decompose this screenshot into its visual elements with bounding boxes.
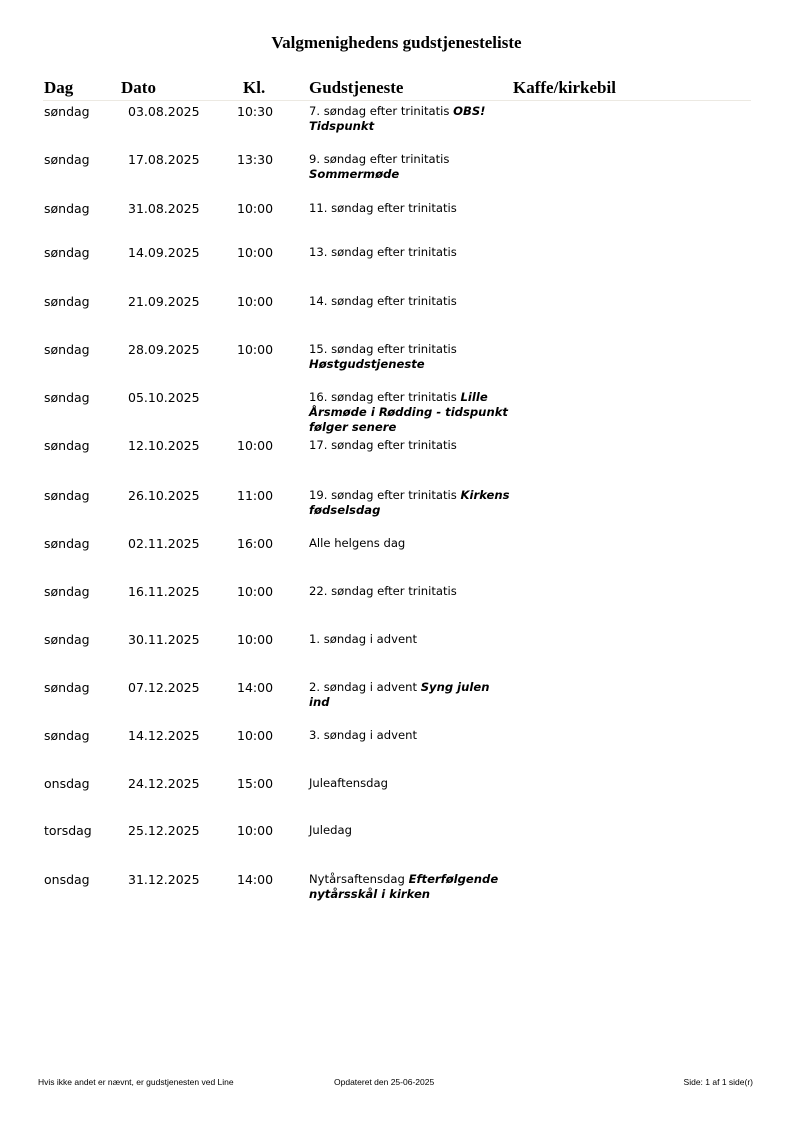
- header-coffee: Kaffe/kirkebil: [513, 78, 616, 97]
- header-date: Dato: [121, 78, 156, 97]
- cell-service: [309, 245, 514, 260]
- cell-date: 21.09.2025: [128, 294, 200, 309]
- table-row: [0, 152, 793, 198]
- cell-day: søndag: [44, 728, 90, 743]
- cell-date: 24.12.2025: [128, 776, 200, 791]
- service-name: Juleaftensdag: [309, 776, 388, 790]
- table-row: [0, 823, 793, 869]
- table-row: [0, 632, 793, 678]
- cell-date: 03.08.2025: [128, 104, 200, 119]
- service-name: 11. søndag efter trinitatis: [309, 201, 457, 215]
- cell-day: søndag: [44, 632, 90, 647]
- cell-time: 11:00: [237, 488, 274, 503]
- service-name: 1. søndag i advent: [309, 632, 417, 646]
- table-row: [0, 584, 793, 630]
- cell-service: [309, 632, 514, 647]
- header-time: Kl.: [243, 78, 266, 97]
- cell-service: [309, 342, 514, 372]
- cell-service: [309, 536, 514, 551]
- cell-time: 16:00: [237, 536, 274, 551]
- header-day: Dag: [44, 78, 74, 97]
- cell-service: [309, 872, 514, 902]
- table-row: [0, 201, 793, 247]
- cell-day: søndag: [44, 536, 90, 551]
- cell-date: 25.12.2025: [128, 823, 200, 838]
- table-row: [0, 488, 793, 534]
- cell-time: 13:30: [237, 152, 274, 167]
- service-name: 3. søndag i advent: [309, 728, 417, 742]
- cell-time: 10:00: [237, 438, 274, 453]
- service-note: Høstgudstjeneste: [309, 357, 425, 371]
- cell-date: 17.08.2025: [128, 152, 200, 167]
- cell-day: søndag: [44, 390, 90, 405]
- cell-service: [309, 438, 514, 453]
- cell-day: onsdag: [44, 776, 90, 791]
- service-name: 15. søndag efter trinitatis: [309, 342, 457, 356]
- service-note: OBS! Tidspunkt: [309, 104, 486, 133]
- service-note: Sommermøde: [309, 167, 400, 181]
- cell-date: 12.10.2025: [128, 438, 200, 453]
- cell-service: [309, 584, 514, 599]
- cell-service: [309, 201, 514, 216]
- cell-time: 10:00: [237, 294, 274, 309]
- cell-day: onsdag: [44, 872, 90, 887]
- service-name: 22. søndag efter trinitatis: [309, 584, 457, 598]
- cell-date: 30.11.2025: [128, 632, 200, 647]
- service-name: 2. søndag i advent: [309, 680, 417, 694]
- cell-day: søndag: [44, 294, 90, 309]
- cell-date: 07.12.2025: [128, 680, 200, 695]
- table-row: [0, 680, 793, 726]
- cell-service: [309, 294, 514, 309]
- service-note: Syng julen ind: [309, 680, 490, 709]
- cell-day: søndag: [44, 104, 90, 119]
- cell-day: søndag: [44, 245, 90, 260]
- cell-service: [309, 823, 514, 838]
- table-row: [0, 536, 793, 582]
- cell-day: søndag: [44, 488, 90, 503]
- cell-day: søndag: [44, 152, 90, 167]
- cell-service: [309, 728, 514, 743]
- table-row: [0, 728, 793, 774]
- footer-page: Side: 1 af 1 side(r): [683, 1077, 753, 1087]
- cell-date: 31.12.2025: [128, 872, 200, 887]
- cell-time: 10:00: [237, 201, 274, 216]
- service-note: Kirkens fødselsdag: [309, 488, 510, 517]
- page-title: Valgmenighedens gudstjenesteliste: [271, 33, 522, 52]
- table-row: [0, 245, 793, 291]
- cell-date: 16.11.2025: [128, 584, 200, 599]
- service-name: Juledag: [309, 823, 352, 837]
- service-name: 14. søndag efter trinitatis: [309, 294, 457, 308]
- cell-time: 10:00: [237, 728, 274, 743]
- cell-date: 02.11.2025: [128, 536, 200, 551]
- cell-time: 15:00: [237, 776, 274, 791]
- footer-updated: Opdateret den 25-06-2025: [334, 1077, 435, 1087]
- cell-service: [309, 104, 514, 134]
- cell-time: 10:00: [237, 245, 274, 260]
- cell-time: 10:00: [237, 823, 274, 838]
- cell-service: [309, 390, 514, 435]
- cell-day: søndag: [44, 438, 90, 453]
- table-row: [0, 438, 793, 484]
- service-name: 17. søndag efter trinitatis: [309, 438, 457, 452]
- cell-day: søndag: [44, 680, 90, 695]
- service-note: Efterfølgende nytårsskål i kirken: [309, 872, 499, 901]
- cell-day: søndag: [44, 342, 90, 357]
- table-row: [0, 294, 793, 340]
- cell-time: 14:00: [237, 680, 274, 695]
- cell-date: 28.09.2025: [128, 342, 200, 357]
- service-name: 13. søndag efter trinitatis: [309, 245, 457, 259]
- header-service: Gudstjeneste: [309, 78, 404, 97]
- cell-service: [309, 488, 514, 518]
- cell-service: [309, 152, 514, 182]
- cell-day: søndag: [44, 584, 90, 599]
- table-row: [0, 342, 793, 388]
- cell-date: 14.12.2025: [128, 728, 200, 743]
- service-note: Lille Årsmøde i Rødding - tidspunkt følger senere: [309, 390, 508, 434]
- cell-date: 05.10.2025: [128, 390, 200, 405]
- service-name: Alle helgens dag: [309, 536, 406, 550]
- table-row: [0, 776, 793, 822]
- cell-service: [309, 776, 514, 791]
- cell-time: 10:30: [237, 104, 274, 119]
- table-row: [0, 872, 793, 918]
- cell-date: 14.09.2025: [128, 245, 200, 260]
- cell-day: torsdag: [44, 823, 92, 838]
- cell-time: 10:00: [237, 342, 274, 357]
- service-name: 19. søndag efter trinitatis: [309, 488, 457, 502]
- service-name: Nytårsaftensdag: [309, 872, 405, 886]
- table-row: [0, 104, 793, 150]
- cell-day: søndag: [44, 201, 90, 216]
- table-row: [0, 390, 793, 436]
- footer-note: Hvis ikke andet er nævnt, er gudstjenesten ved Line: [38, 1077, 234, 1087]
- cell-date: 31.08.2025: [128, 201, 200, 216]
- service-name: 16. søndag efter trinitatis: [309, 390, 457, 404]
- service-name: 7. søndag efter trinitatis: [309, 104, 450, 118]
- service-name: 9. søndag efter trinitatis: [309, 152, 450, 166]
- cell-time: 14:00: [237, 872, 274, 887]
- cell-time: 10:00: [237, 584, 274, 599]
- cell-date: 26.10.2025: [128, 488, 200, 503]
- cell-service: [309, 680, 514, 710]
- cell-time: 10:00: [237, 632, 274, 647]
